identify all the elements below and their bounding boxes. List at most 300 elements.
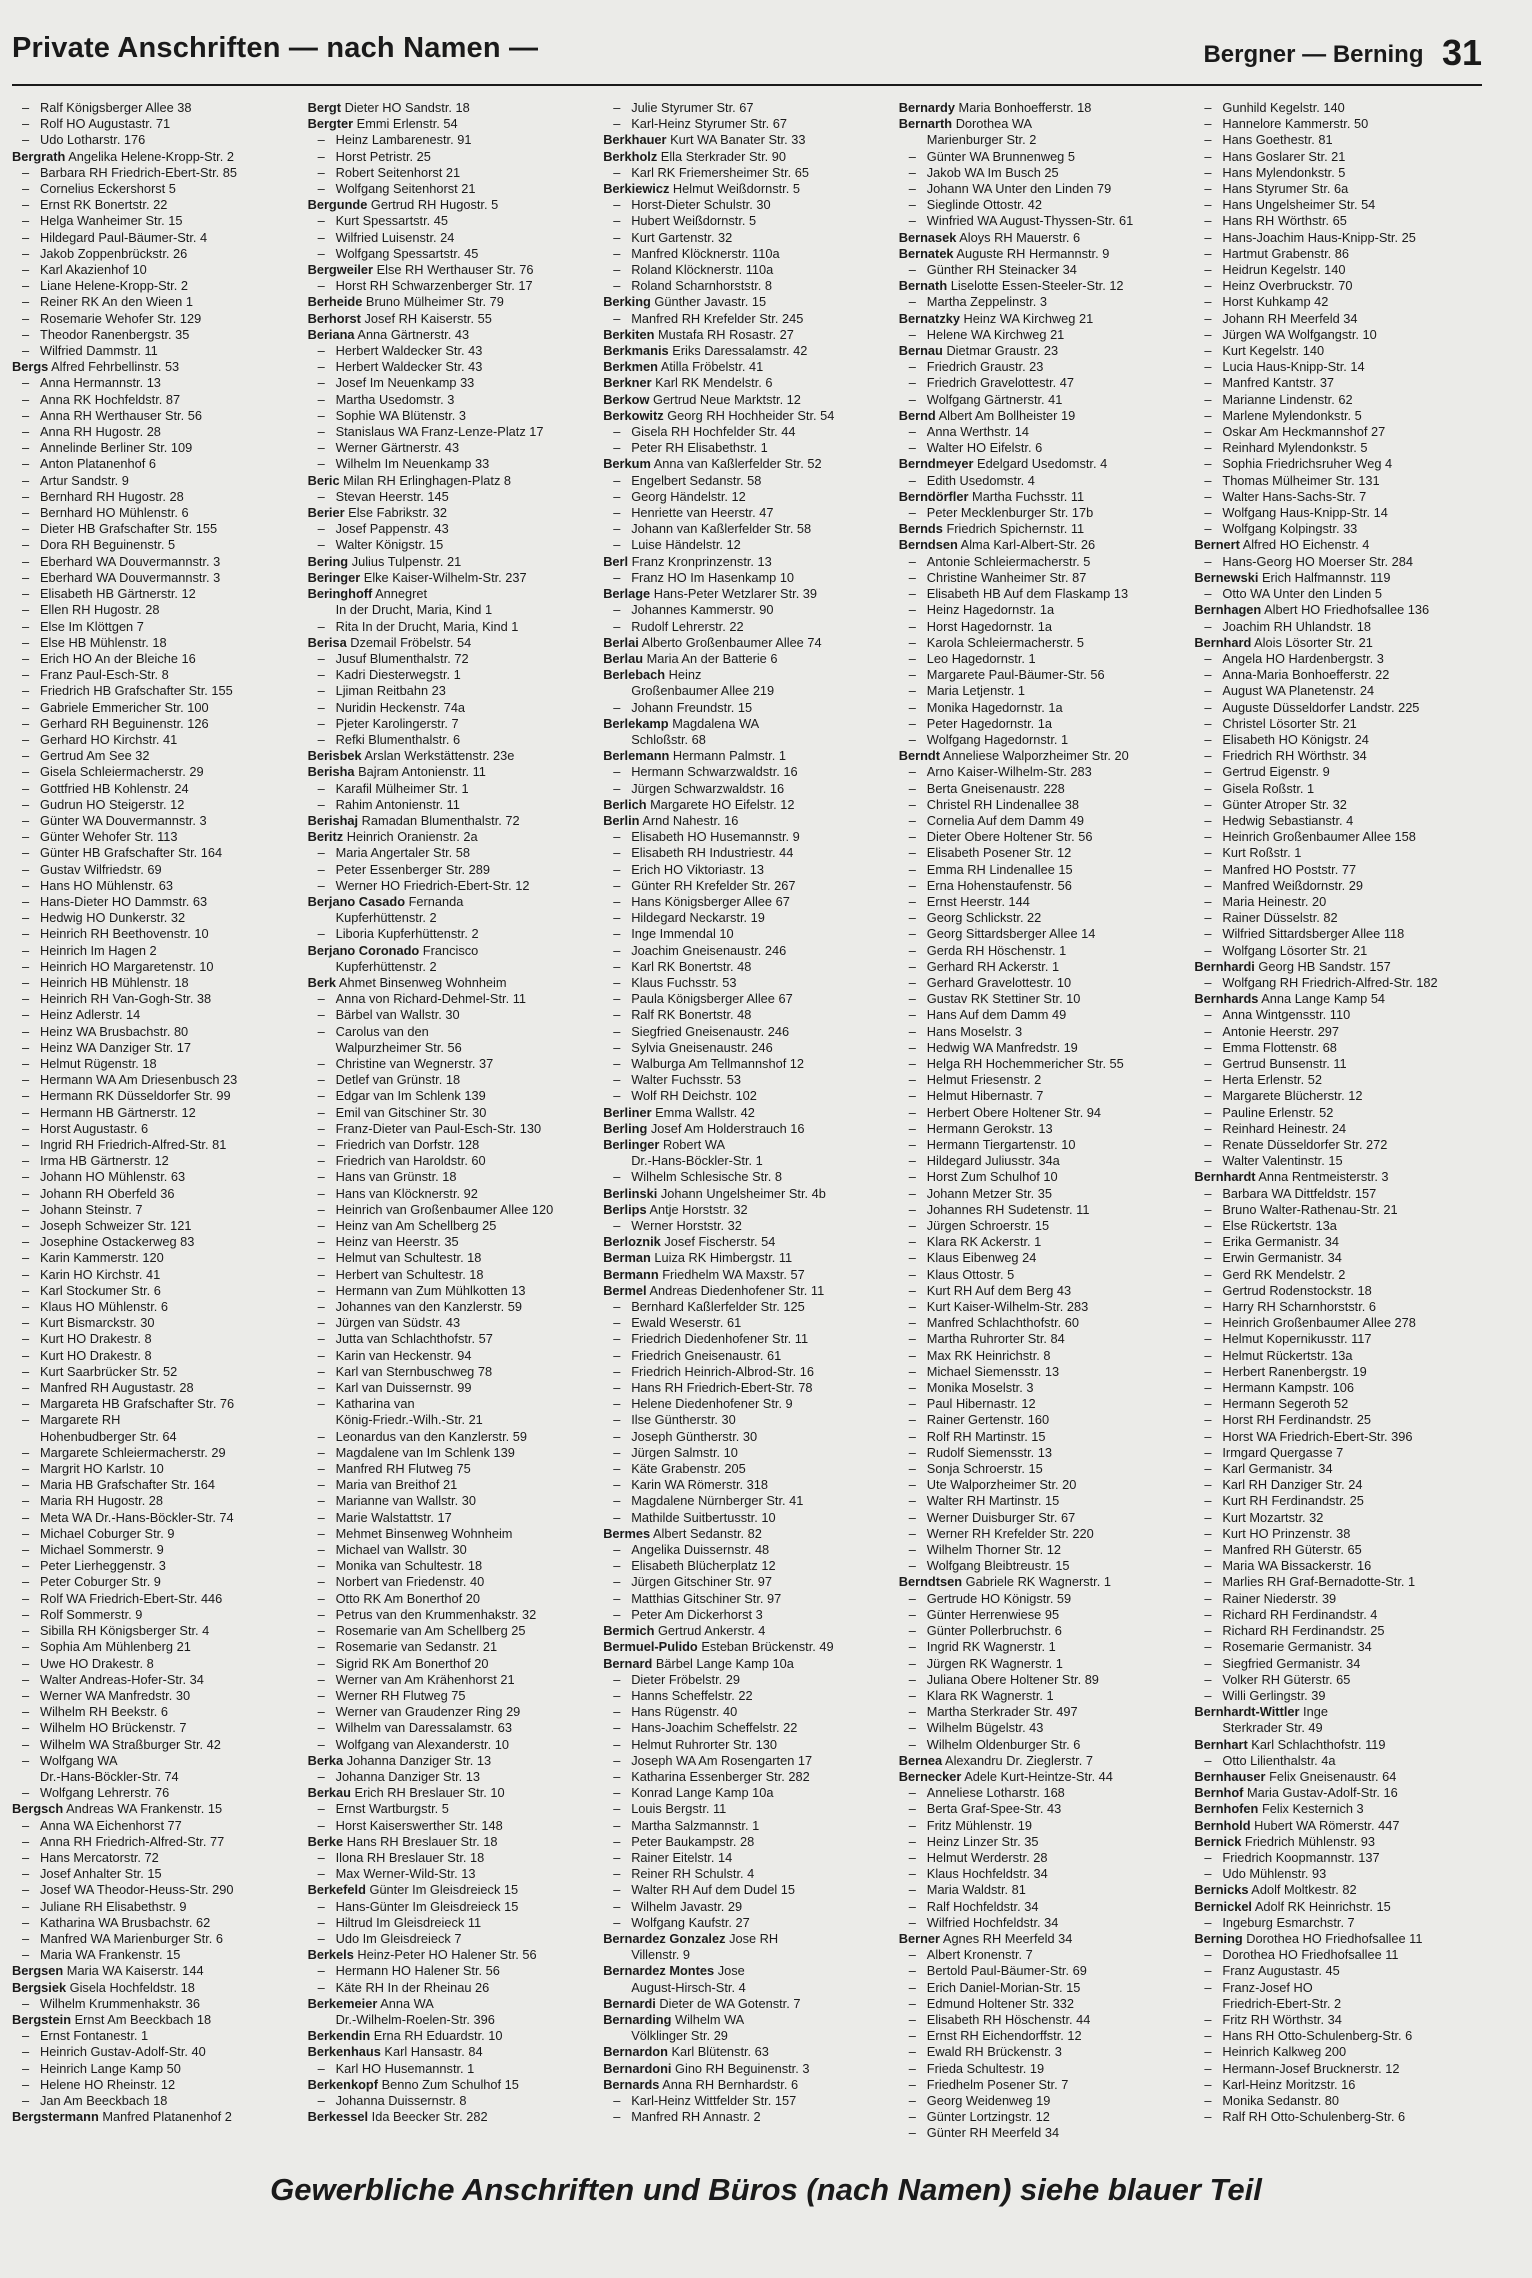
entry-text: Artur Sandstr. 9 [40, 472, 129, 488]
entry-text: Helmut Hibernastr. 7 [926, 1088, 1044, 1104]
surname: Bergweiler [307, 262, 374, 278]
dash-marker: – [613, 1315, 621, 1331]
entry-text: Marianne van Wallstr. 30 [335, 1493, 476, 1509]
entry-text: Ilona RH Breslauer Str. 18 [335, 1849, 485, 1865]
surname: Bering [307, 553, 349, 569]
entry-text: Günter RH Krefelder Str. 267 [631, 877, 796, 893]
entry-text: Rainer Eitelstr. 14 [631, 1849, 733, 1865]
surname-entry [308, 829, 596, 845]
person-entry [308, 1493, 596, 1509]
entry-text: Anneliese Walporzheimer Str. 20 [942, 748, 1129, 764]
person-entry [899, 1607, 1187, 1623]
person-entry [603, 1607, 891, 1623]
person-entry [12, 1072, 300, 1088]
entry-text: Joachim Gneisenaustr. 246 [631, 942, 787, 958]
person-entry [12, 1915, 300, 1931]
person-entry [899, 1364, 1187, 1380]
entry-text: Hubert WA Römerstr. 447 [1254, 1817, 1400, 1833]
entry-text: Benno Zum Schulhof 15 [381, 2076, 519, 2092]
dash-marker: – [613, 488, 621, 504]
person-entry [308, 1963, 596, 1979]
dash-marker: – [908, 2125, 916, 2140]
entry-text: Pauline Erlenstr. 52 [1222, 1104, 1334, 1120]
dash-marker: – [908, 796, 916, 812]
entry-text: Albert Am Bollheister 19 [938, 407, 1076, 423]
dash-marker: – [22, 1914, 30, 1930]
entry-text: Hans HO Mühlenstr. 63 [40, 877, 174, 893]
dash-marker: – [22, 974, 30, 990]
entry-text: Peter Baukampstr. 28 [631, 1833, 755, 1849]
surname: Berheide [307, 294, 363, 310]
dash-marker: – [1204, 1282, 1212, 1298]
dash-marker: – [1204, 618, 1212, 634]
entry-text: Marie Walstattstr. 17 [335, 1509, 452, 1525]
entry-text: Kurt Bismarckstr. 30 [40, 1315, 155, 1331]
entry-text: Magdalena WA [672, 715, 760, 731]
person-entry [899, 1348, 1187, 1364]
entry-text: Auguste Düsseldorfer Landstr. 225 [1222, 699, 1420, 715]
entry-text: Heinrich Im Hagen 2 [40, 942, 157, 958]
dash-marker: – [22, 1655, 30, 1671]
dash-marker: – [908, 2011, 916, 2027]
surname-entry [308, 1834, 596, 1850]
entry-text: Irmgard Quergasse 7 [1222, 1444, 1344, 1460]
entry-text: Hildegard Paul-Bäumer-Str. 4 [40, 229, 208, 245]
surname-entry [603, 2044, 891, 2060]
entry-text: Ingeburg Esmarchstr. 7 [1222, 1914, 1355, 1930]
dash-marker: – [22, 310, 30, 326]
dash-marker: – [1204, 1331, 1212, 1347]
dash-marker: – [317, 1363, 325, 1379]
entry-text: Kurt Roßstr. 1 [1222, 845, 1302, 861]
entry-text: Edmund Holtener Str. 332 [926, 1995, 1075, 2011]
entry-text: Erika Germanistr. 34 [1222, 1234, 1340, 1250]
surname-entry [603, 667, 891, 683]
entry-text: Christel RH Lindenallee 38 [926, 796, 1080, 812]
dash-marker: – [317, 1007, 325, 1023]
dash-marker: – [22, 100, 30, 115]
entry-text: Hans RH Otto-Schulenberg-Str. 6 [1222, 2028, 1413, 2044]
entry-text: Cornelia Auf dem Damm 49 [926, 812, 1084, 828]
surname-entry [899, 748, 1187, 764]
surname: Bernau [898, 343, 943, 359]
dash-marker: – [1204, 1412, 1212, 1428]
surname-entry [603, 1202, 891, 1218]
person-entry [1194, 910, 1482, 926]
dash-marker: – [1204, 1623, 1212, 1639]
person-entry [603, 1348, 891, 1364]
dash-marker: – [613, 2109, 621, 2125]
surname-entry [308, 1947, 596, 1963]
entry-text: Adele Kurt-Heintze-Str. 44 [964, 1768, 1113, 1784]
person-entry [899, 2012, 1187, 2028]
entry-text: Erwin Germanistr. 34 [1222, 1250, 1342, 1266]
entry-text: Herbert van Schultestr. 18 [335, 1266, 484, 1282]
surname-entry [603, 408, 891, 424]
dash-marker: – [908, 877, 916, 893]
person-entry [308, 1364, 596, 1380]
person-entry [899, 1088, 1187, 1104]
entry-text: Julie Styrumer Str. 67 [631, 100, 754, 115]
surname-entry [12, 149, 300, 165]
entry-text: Manfred RH Flutweg 75 [335, 1461, 471, 1477]
person-entry [1194, 716, 1482, 732]
person-entry [899, 959, 1187, 975]
entry-text: Wolfgang Lehrerstr. 76 [40, 1785, 170, 1801]
entry-text: Gerhard RH Ackerstr. 1 [926, 958, 1060, 974]
entry-text: Katharina Essenberger Str. 282 [631, 1768, 810, 1784]
entry-text: Joseph WA Am Rosengarten 17 [631, 1752, 813, 1768]
surname: Berlebach [603, 667, 666, 683]
entry-text: Arno Kaiser-Wilhelm-Str. 283 [926, 764, 1092, 780]
dash-marker: – [22, 1023, 30, 1039]
surname: Bernardez Montes [603, 1963, 715, 1979]
person-entry [899, 1996, 1187, 2012]
dash-marker: – [613, 278, 621, 294]
entry-text: Gustav RK Stettiner Str. 10 [926, 991, 1081, 1007]
person-entry [603, 246, 891, 262]
entry-text: Hermann Kampstr. 106 [1222, 1380, 1354, 1396]
entry-text: Maria van Breithof 21 [335, 1477, 458, 1493]
person-entry [12, 943, 300, 959]
person-entry [12, 230, 300, 246]
entry-text: Heinz van Heerstr. 35 [335, 1234, 459, 1250]
entry-text: Hubert Weißdornstr. 5 [631, 213, 757, 229]
dash-marker: – [22, 1444, 30, 1460]
person-entry [899, 1024, 1187, 1040]
entry-text: Karl RH Danziger Str. 24 [1222, 1477, 1363, 1493]
dash-marker: – [317, 1185, 325, 1201]
entry-text: Inge Immendal 10 [631, 926, 734, 942]
surname: Berkowitz [603, 407, 664, 423]
dash-marker: – [22, 262, 30, 278]
dash-marker: – [908, 1250, 916, 1266]
entry-text: Rudolf Siemensstr. 13 [926, 1444, 1052, 1460]
entry-text: Ella Sterkrader Str. 90 [660, 148, 786, 164]
dash-marker: – [317, 1736, 325, 1752]
entry-text: Rita In der Drucht, Maria, Kind 1 [335, 618, 519, 634]
dash-marker: – [22, 440, 30, 456]
entry-text: Petrus van den Krummenhakstr. 32 [335, 1606, 537, 1622]
surname: Bernardoni [603, 2060, 672, 2076]
surname: Berlai [603, 634, 639, 650]
entry-text: Dieter Fröbelstr. 29 [631, 1671, 741, 1687]
entry-text: Horst Augustastr. 6 [40, 1120, 149, 1136]
entry-text: Engelbert Sedanstr. 58 [631, 472, 762, 488]
entry-text: Wolfgang RH Friedrich-Alfred-Str. 182 [1222, 974, 1438, 990]
entry-text: August WA Planetenstr. 24 [1222, 683, 1375, 699]
entry-text: Wolfgang WA [40, 1752, 118, 1768]
surname-entry [603, 1234, 891, 1250]
entry-text: Helmut Werderstr. 28 [926, 1849, 1048, 1865]
surname: Bergunde [307, 197, 368, 213]
person-entry [899, 1591, 1187, 1607]
entry-text: Hedwig WA Manfredstr. 19 [926, 1039, 1078, 1055]
entry-text: Gertrud Eigenstr. 9 [1222, 764, 1330, 780]
listing-column-5 [1194, 100, 1482, 2140]
surname-entry [603, 1121, 891, 1137]
surname-entry [308, 2109, 596, 2125]
surname-entry [603, 1931, 891, 1947]
dash-marker: – [1204, 974, 1212, 990]
person-entry [308, 1315, 596, 1331]
person-entry [308, 1331, 596, 1347]
entry-text: Christel Lösorter Str. 21 [1222, 715, 1357, 731]
person-entry [899, 700, 1187, 716]
entry-text: Milan RH Erlinghagen-Platz 8 [343, 472, 512, 488]
name-range: Bergner — Berning [1203, 41, 1424, 68]
dash-marker: – [317, 1590, 325, 1606]
surname-entry [308, 586, 596, 602]
surname-entry [603, 1963, 891, 1979]
entry-text: Georg RH Hochheider Str. 54 [667, 407, 835, 423]
dash-marker: – [317, 245, 325, 261]
dash-marker: – [317, 1347, 325, 1363]
dash-marker: – [317, 1023, 325, 1039]
person-entry [12, 1315, 300, 1331]
person-entry [899, 1315, 1187, 1331]
dash-marker: – [908, 294, 916, 310]
dash-marker: – [1204, 586, 1212, 602]
entry-text: Matthias Gitschiner Str. 97 [631, 1590, 782, 1606]
dash-marker: – [317, 1137, 325, 1152]
dash-marker: – [908, 926, 916, 942]
entry-text: Helmut Kopernikusstr. 117 [1222, 1331, 1372, 1347]
dash-marker: – [908, 1201, 916, 1217]
entry-text: Manfred WA Marienburger Str. 6 [40, 1930, 224, 1946]
person-entry [899, 894, 1187, 910]
entry-text: Erich HO Viktoriastr. 13 [631, 861, 764, 877]
person-entry [1194, 2012, 1482, 2028]
dash-marker: – [908, 602, 916, 618]
person-entry [12, 2061, 300, 2077]
dash-marker: – [908, 1120, 916, 1136]
person-entry [1194, 327, 1482, 343]
entry-text: Erich HO An der Bleiche 16 [40, 650, 196, 666]
surname-entry [603, 375, 891, 391]
entry-text: Ramadan Blumenthalstr. 72 [361, 812, 520, 828]
entry-text: Angela HO Hardenbergstr. 3 [1222, 650, 1384, 666]
entry-text: Maria Letjenstr. 1 [926, 683, 1025, 699]
surname: Beritz [307, 829, 344, 845]
person-entry [308, 1283, 596, 1299]
entry-text: Rosemarie van Am Schellberg 25 [335, 1623, 526, 1639]
continuation-line: Völklinger Str. 29 [631, 2028, 728, 2044]
entry-text: Werner Duisburger Str. 67 [926, 1509, 1076, 1525]
person-entry [308, 1591, 596, 1607]
entry-text: Jose [717, 1963, 745, 1979]
dash-marker: – [22, 1930, 30, 1946]
person-entry [603, 100, 891, 116]
entry-text: Dzemail Fröbelstr. 54 [350, 634, 472, 650]
person-entry [899, 473, 1187, 489]
person-entry [12, 1234, 300, 1250]
surname-entry [603, 327, 891, 343]
entry-text: Andreas WA Frankenstr. 15 [66, 1801, 223, 1817]
person-entry [12, 910, 300, 926]
person-entry [603, 424, 891, 440]
surname-entry [308, 894, 596, 910]
dash-marker: – [22, 910, 30, 926]
entry-text: Anna WA Eichenhorst 77 [40, 1817, 182, 1833]
dash-marker: – [317, 1250, 325, 1266]
person-entry [12, 1299, 300, 1315]
person-entry [12, 1574, 300, 1590]
person-entry [12, 1623, 300, 1639]
dash-marker: – [1204, 1088, 1212, 1104]
dash-marker: – [613, 521, 621, 537]
person-entry [899, 2044, 1187, 2060]
surname-entry [603, 1623, 891, 1639]
entry-text: Harry RH Scharnhorststr. 6 [1222, 1299, 1376, 1315]
surname: Bergstermann [12, 2109, 99, 2125]
entry-text: Maria Heinestr. 20 [1222, 893, 1327, 909]
person-entry [308, 1818, 596, 1834]
person-entry [12, 521, 300, 537]
dash-marker: – [908, 942, 916, 958]
dash-marker: – [1204, 1315, 1212, 1331]
dash-marker: – [317, 1606, 325, 1622]
dash-marker: – [908, 1282, 916, 1298]
dash-marker: – [908, 1947, 916, 1963]
person-entry [1194, 1380, 1482, 1396]
surname-entry [603, 1656, 891, 1672]
dash-marker: – [317, 1120, 325, 1136]
dash-marker: – [1204, 796, 1212, 812]
person-entry [308, 230, 596, 246]
listing-column-3 [603, 100, 891, 2140]
person-entry [12, 246, 300, 262]
dash-marker: – [613, 1396, 621, 1412]
entry-text: Wilhelm Im Neuenkamp 33 [335, 456, 490, 472]
dash-marker: – [908, 1007, 916, 1023]
person-entry [1194, 392, 1482, 408]
surname-entry [308, 473, 596, 489]
entry-text: Friedrich van Haroldstr. 60 [335, 1153, 486, 1169]
dash-marker: – [908, 326, 916, 342]
entry-text: Franz Paul-Esch-Str. 8 [40, 667, 169, 683]
dash-marker: – [22, 812, 30, 828]
person-entry [1194, 1040, 1482, 1056]
entry-text: Anneliese Lotharstr. 168 [926, 1785, 1065, 1801]
continuation-line: Sterkrader Str. 49 [1222, 1720, 1323, 1736]
person-entry [12, 862, 300, 878]
dash-marker: – [22, 1347, 30, 1363]
dash-marker: – [908, 1347, 916, 1363]
entry-text: Alberto Großenbaumer Allee 74 [641, 634, 822, 650]
entry-text: Georg Weidenweg 19 [926, 2092, 1051, 2108]
person-entry [899, 359, 1187, 375]
dash-marker: – [908, 618, 916, 634]
surname-entry [603, 132, 891, 148]
dash-marker: – [22, 1299, 30, 1315]
entry-text: Wilfried Dammstr. 11 [40, 343, 158, 359]
person-entry [12, 959, 300, 975]
surname: Beric [307, 472, 340, 488]
entry-text: Hans RH Breslauer Str. 18 [346, 1833, 498, 1849]
dash-marker: – [317, 1315, 325, 1331]
dash-marker: – [22, 1590, 30, 1606]
entry-text: Karl Stockumer Str. 6 [40, 1282, 161, 1298]
dash-marker: – [1204, 1072, 1212, 1088]
person-entry [603, 116, 891, 132]
dash-marker: – [908, 472, 916, 488]
person-entry [12, 1348, 300, 1364]
person-entry [603, 505, 891, 521]
entry-text: Barbara WA Dittfeldstr. 157 [1222, 1185, 1377, 1201]
entry-text: Dora RH Beguinenstr. 5 [40, 537, 176, 553]
entry-text: Anna Werthstr. 14 [926, 424, 1029, 440]
dash-marker: – [22, 1137, 30, 1152]
person-entry [308, 181, 596, 197]
dash-marker: – [908, 812, 916, 828]
entry-text: Josef Pappenstr. 43 [335, 521, 449, 537]
entry-text: Hans Goslarer Str. 21 [1222, 148, 1346, 164]
dash-marker: – [613, 1558, 621, 1574]
dash-marker: – [613, 1590, 621, 1606]
person-entry [1194, 1866, 1482, 1882]
entry-text: Gerda RH Höschenstr. 1 [926, 942, 1067, 958]
entry-text: Johann WA Unter den Linden 79 [926, 181, 1112, 197]
entry-text: Johann HO Mühlenstr. 63 [40, 1169, 186, 1185]
surname: Bernhagen [1194, 602, 1262, 618]
entry-text: Klaus Ottostr. 5 [926, 1266, 1015, 1282]
entry-text: Johann Steinstr. 7 [40, 1201, 143, 1217]
entry-text: Gino RH Beguinenstr. 3 [675, 2060, 810, 2076]
person-entry [899, 165, 1187, 181]
dash-marker: – [1204, 424, 1212, 440]
entry-text: Johann RH Meerfeld 34 [1222, 310, 1358, 326]
dash-marker: – [613, 1299, 621, 1315]
person-entry [603, 602, 891, 618]
dash-marker: – [1204, 1299, 1212, 1315]
entry-text: Stevan Heerstr. 145 [335, 488, 449, 504]
surname: Berkner [603, 375, 652, 391]
entry-text: Jürgen RK Wagnerstr. 1 [926, 1655, 1063, 1671]
person-entry [1194, 943, 1482, 959]
person-entry [899, 2061, 1187, 2077]
entry-text: Margarete Paul-Bäumer-Str. 56 [926, 667, 1105, 683]
person-entry [12, 1834, 300, 1850]
person-entry [308, 1526, 596, 1542]
person-entry [603, 278, 891, 294]
person-entry [308, 1072, 596, 1088]
person-entry [1194, 1639, 1482, 1655]
person-entry [1194, 1137, 1482, 1153]
entry-text: Wilhelm Javastr. 29 [631, 1898, 743, 1914]
person-entry [603, 1558, 891, 1574]
surname: Bernecker [898, 1768, 962, 1784]
dash-marker: – [613, 1428, 621, 1444]
surname: Berke [307, 1833, 344, 1849]
person-entry [1194, 2061, 1482, 2077]
surname: Bernhardt [1194, 1169, 1256, 1185]
entry-text: Magdalene van Im Schlenk 139 [335, 1444, 515, 1460]
person-entry [1194, 132, 1482, 148]
dash-marker: – [1204, 1687, 1212, 1703]
person-entry [1194, 375, 1482, 391]
entry-text: Katharina WA Brusbachstr. 62 [40, 1914, 211, 1930]
entry-text: Fritz Mühlenstr. 19 [926, 1817, 1033, 1833]
entry-text: Jose RH [729, 1930, 779, 1946]
entry-text: Aloys RH Mauerstr. 6 [959, 229, 1081, 245]
entry-text: Georg Händelstr. 12 [631, 488, 746, 504]
entry-text: Josef Anhalter Str. 15 [40, 1866, 162, 1882]
dash-marker: – [1204, 229, 1212, 245]
person-entry [603, 311, 891, 327]
person-entry [1194, 700, 1482, 716]
dash-marker: – [317, 699, 325, 715]
